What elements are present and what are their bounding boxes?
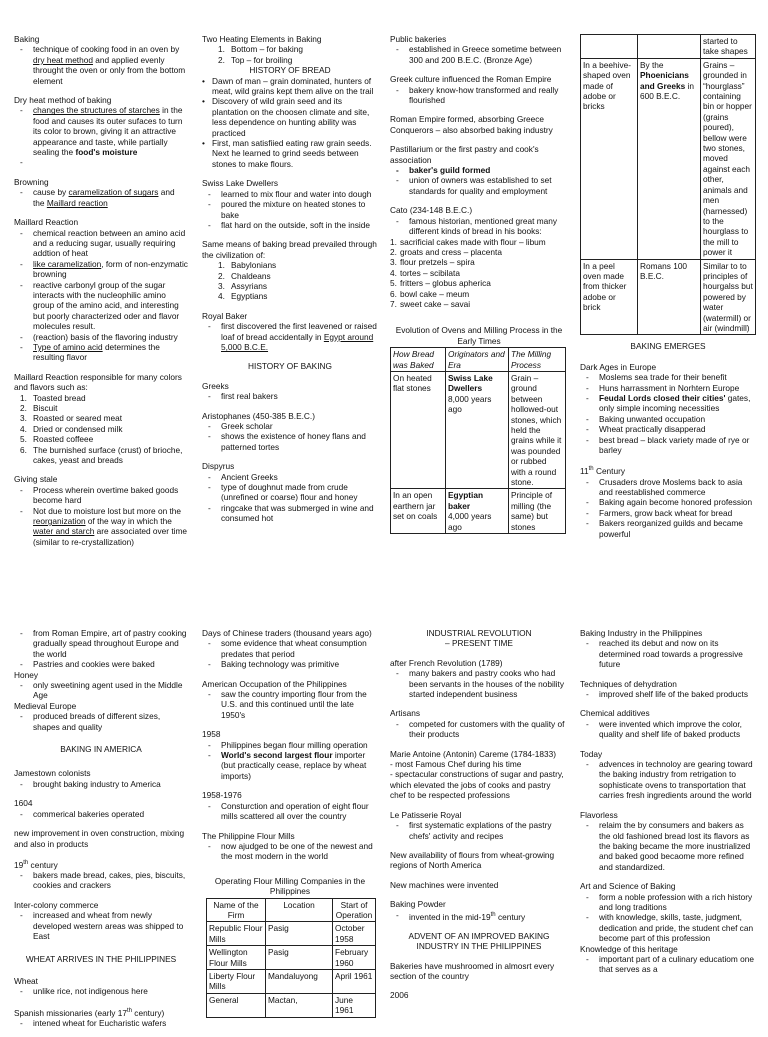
y1958-item: - Philippines began flour milling operation	[202, 740, 378, 750]
dry-heat-item: - changes the structures of starches in the food and causes its outer sufaces to turn its color to brown, giving it an attractive appearance and taste, while partially sealing the food's moisture	[14, 105, 188, 157]
patisserie-title: Le Patisserie Royal	[390, 809, 462, 820]
today-title: Today	[580, 748, 603, 759]
civilization-item: Assyrians	[231, 280, 267, 291]
cato-title: Cato (234-148 B.E.C.)	[390, 205, 473, 216]
y1958-title: 1958	[202, 729, 221, 740]
today-item: - advences in technoloy are gearing toward the baking industry from retrigation to sophisticate ovens to transportation that carries fresh ingredients around the world	[580, 759, 756, 801]
royal-section	[202, 311, 378, 353]
table-row	[207, 946, 376, 970]
greeks-item: - first real bakers	[202, 391, 378, 401]
cato-bread-item: groats and cress – placenta	[400, 246, 502, 257]
public-bakeries-item: - established in Greece sometime between 300 and 200 B.E.C. (Bronze Age)	[390, 44, 568, 65]
ovens-table-body	[391, 371, 566, 533]
milling-table-body	[207, 922, 376, 1017]
chinese-title: Days of Chinese traders (thousand years ago)	[202, 628, 372, 638]
maillard-responsible-item: The burnished surface (crust) of brioche, cakes, yeast and breads	[33, 444, 183, 466]
table-cell	[638, 35, 701, 59]
c19-title: 19th century	[14, 859, 58, 870]
careme-title: Marie Antoine (Antonin) Careme (1784-1833)	[390, 748, 557, 759]
dehydration-item: - improved shelf life of the baked products	[580, 689, 756, 699]
y1958-list	[202, 740, 378, 782]
table-cell: Mactan,	[266, 993, 333, 1017]
maillard-list	[14, 228, 188, 363]
royal-title: Royal Baker	[202, 310, 248, 321]
ovens-header: How Bread was Baked	[391, 348, 446, 372]
careme-section	[390, 749, 568, 801]
century11-item: - Farmers, grow back wheat for bread	[580, 508, 756, 518]
art-list	[580, 892, 756, 944]
greeks-title: Greeks	[202, 380, 229, 391]
dipsyrus-title: Dispyrus	[202, 461, 235, 472]
table-cell: Principle of milling (the same) but stones	[509, 489, 566, 534]
pastillarium-item: - baker's guild formed	[390, 165, 568, 175]
century11-section	[580, 464, 756, 539]
history-bread-section	[202, 65, 378, 169]
table-row	[207, 922, 376, 946]
aristophanes-item: - shows the existence of honey flans and patterned tortes	[202, 431, 378, 452]
flour-mills-item: - now ajudged to be one of the newest and the most modern in the world	[202, 841, 378, 862]
pastries-item: - Pastries and cookies were baked	[14, 659, 188, 669]
ovens-table-continued	[580, 34, 756, 335]
dark-ages-section	[580, 362, 756, 456]
patisserie-item: - first systematic explations of the pastry chefs' activity and recipes	[390, 820, 568, 841]
intercolony-title: Inter-colony commerce	[14, 899, 99, 910]
column-bottom-2	[202, 628, 378, 1018]
aristophanes-item: - Greek scholar	[202, 421, 378, 431]
milling-table-section	[202, 876, 378, 1018]
dipsyrus-list	[202, 472, 378, 524]
additives-item: - were invented which improve the color, quality and shelf life of baked products	[580, 719, 756, 740]
maillard-responsible-item: Dried or condensed milk	[33, 423, 123, 434]
column-top-4	[580, 34, 756, 548]
dipsyrus-section	[202, 461, 378, 523]
wheat-item: - unlike rice, not indigenous here	[14, 986, 188, 996]
maillard-responsible-title: Maillard Reaction responsible for many colors and flavors such as:	[14, 371, 182, 393]
art-item: - with knowledge, skills, taste, judgment, dedication and pride, the student chef can become part of this profession	[580, 912, 756, 943]
industrial-title-line2: – PRESENT TIME	[445, 638, 513, 649]
dipsyrus-item: - type of doughnut made from crude (unrefined or coarse) flour and honey	[202, 482, 378, 503]
century11-list	[580, 477, 756, 539]
medieval-title: Medieval Europe	[14, 700, 77, 711]
after-french-title: after French Revolution (1789)	[390, 657, 503, 668]
ovens-table	[390, 347, 566, 534]
swiss-title: Swiss Lake Dwellers	[202, 178, 279, 189]
dry-heat-section	[14, 95, 188, 168]
new-improvement-text: new improvement in oven construction, mixing and also in products	[14, 828, 185, 849]
advent-title: ADVENT OF AN IMPROVED BAKING INDUSTRY IN THE PHILIPPINES	[408, 930, 550, 952]
column-bottom-4	[580, 628, 756, 975]
maillard-item: - reactive carbonyl group of the sugar interacts with the nucleophilic amino group of the amino acid, and interesting but poorly characterized oder and flavor molecules result.	[14, 280, 188, 332]
swiss-item: - flat hard on the outside, soft in the inside	[202, 220, 378, 230]
public-bakeries-section	[390, 34, 568, 65]
maillard-responsible-item: Roasted or seared meat	[33, 413, 123, 424]
century11-item: - Crusaders drove Moslems back to asia and reestablished commerce	[580, 477, 756, 498]
table-row	[207, 993, 376, 1017]
aristophanes-list	[202, 421, 378, 452]
same-means-section	[202, 239, 378, 301]
patisserie-section	[390, 810, 568, 841]
y1958-1976-title: 1958-1976	[202, 790, 242, 801]
c19-section	[14, 858, 188, 891]
american-occ-title: American Occupation of the Philippines	[202, 678, 347, 689]
chinese-item: - Baking technology was primitive	[202, 659, 378, 669]
two-heat-list	[202, 44, 378, 65]
jamestown-section	[14, 768, 188, 789]
maillard-responsible-item: Toasted bread	[33, 392, 86, 403]
today-section	[580, 749, 756, 801]
intercolony-item: - increased and wheat from newly developed western areas was shipped to East	[14, 910, 188, 941]
maillard-title: Maillard Reaction	[14, 217, 79, 228]
powder-section	[390, 899, 568, 922]
industry-section	[580, 628, 756, 670]
civilization-item: Babylonians	[231, 260, 277, 271]
maillard-item: - Type of amino acid determines the resulting flavor	[14, 342, 188, 363]
chinese-section	[202, 628, 378, 670]
ovens-table-section	[390, 325, 568, 534]
dark-ages-item: - best bread – black variety made of rye or barley	[580, 435, 756, 456]
browning-term: Browning	[14, 176, 49, 187]
milling-header: Start of Operation	[333, 898, 376, 922]
maillard-responsible-item: Biscuit	[33, 403, 58, 413]
y1958-1976-section	[202, 790, 378, 821]
baking-term: Baking	[14, 34, 40, 44]
table-cell: On heated flat stones	[391, 371, 446, 488]
pastillarium-title: Pastillarium or the first pastry and cook's association	[390, 144, 539, 165]
greek-culture-item: - bakery know-how transformed and really flourished	[390, 85, 568, 106]
artisans-section	[390, 708, 568, 739]
milling-header: Location	[266, 898, 333, 922]
table-cell: By the Phoenicians and Greeks in 600 B.E.C.	[638, 58, 701, 259]
greeks-section	[202, 381, 378, 402]
public-bakeries-title: Public bakeries	[390, 34, 447, 44]
knowledge-item: - important part of a culinary educatiom one that serves as a	[580, 954, 756, 975]
table-cell: Romans 100 B.E.C.	[638, 259, 701, 335]
table-cell: General	[207, 993, 266, 1017]
table-cell: started to take shapes	[701, 35, 756, 59]
honey-section	[14, 670, 188, 701]
ovens-header: Originators and Era	[446, 348, 509, 372]
aristophanes-section	[202, 411, 378, 453]
history-bread-list	[202, 76, 378, 170]
column-top-1	[14, 34, 188, 556]
dark-ages-item: - Wheat practically disapperad	[580, 424, 756, 434]
after-french-item: - many bakers and pastry cooks who had been servants in the houses of the nobility started independent business	[390, 668, 568, 699]
table-cell: Republic Flour Mills	[207, 922, 266, 946]
stale-title: Giving stale	[14, 474, 58, 485]
y1604-item: - commerical bakeries operated	[14, 809, 188, 819]
artisans-title: Artisans	[390, 708, 420, 719]
american-occ-section	[202, 679, 378, 721]
table-cell: In an open earthern jar set on coals	[391, 489, 446, 534]
same-means-title: Same means of baking bread prevailed through the civilization of:	[202, 239, 377, 260]
c19-item: - bakers made bread, cakes, pies, biscuits, cookies and crackers	[14, 870, 188, 891]
flavorless-section	[580, 810, 756, 872]
dipsyrus-item: - Ancient Greeks	[202, 472, 378, 482]
dry-heat-title: Dry heat method of baking	[14, 95, 112, 106]
y1958-section	[202, 729, 378, 781]
powder-item: - invented in the mid-19th century	[390, 910, 568, 922]
y1604-title: 1604	[14, 798, 33, 809]
knowledge-section	[580, 944, 756, 975]
rome-item: - from Roman Empire, art of pastry cooking gradually spead throughout Europe and the world	[14, 628, 188, 659]
history-baking-title: HISTORY OF BAKING	[248, 361, 332, 372]
roman-empire-text: Roman Empire formed, absorbing Greece Conquerors – also absorbed baking industry	[390, 114, 553, 135]
table-cell: June 1961	[333, 993, 376, 1017]
table-cell: Grain – ground between hollowed-out stones, which held the grains while it was pounded or rubbed with a round stone.	[509, 371, 566, 488]
milling-table-caption: Operating Flour Milling Companies in the Philippines	[214, 875, 366, 897]
dark-ages-item: - Huns harrassment in Norhtern Europe	[580, 383, 756, 393]
table-row	[207, 969, 376, 993]
baking-section	[14, 34, 188, 86]
ovens-table-caption: Evolution of Ovens and Milling Process in the Early Times	[395, 325, 563, 346]
medieval-item: - produced breads of different sizes, shapes and quality	[14, 711, 188, 732]
dehydration-title: Techniques of dehydration	[580, 678, 677, 689]
industry-title: Baking Industry in the Philippines	[580, 628, 703, 638]
honey-item: - only sweetining agent used in the Middle Age	[14, 680, 188, 701]
table-row	[581, 58, 756, 259]
cato-bread-item: bowl cake – meum	[400, 288, 470, 299]
flavorless-item: - relaim the by consumers and bakers as the old fashioned bread lost its flavors as the baking became the more inustrialized and baked good becaome more refined and standardized.	[580, 820, 756, 872]
greek-culture-title: Greek culture influenced the Roman Empire	[390, 74, 552, 85]
baking-in-america-title: BAKING IN AMERICA	[60, 744, 142, 755]
table-cell: Liberty Flour Mills	[207, 969, 266, 993]
pastillarium-item: - union of owners was established to set standards for quality and employment	[390, 175, 568, 196]
new-availability-text: New availability of flours from wheat-growing regions of North America	[390, 849, 555, 871]
swiss-section	[202, 178, 378, 230]
careme-line: - spectacular constructions of sugar and pastry, which elevated the jobs of cooks and pastry chef to be respected professions	[390, 769, 564, 801]
two-heat-title: Two Heating Elements in Baking	[202, 34, 322, 44]
wheat-title: Wheat	[14, 975, 38, 986]
century11-title: 11th Century	[580, 466, 625, 477]
knowledge-title: Knowledge of this heritage	[580, 943, 678, 954]
table-cell: April 1961	[333, 969, 376, 993]
mushroomed-text: Bakeries have mushroomed in almosrt every section of the country	[390, 960, 555, 981]
flavorless-title: Flavorless	[580, 809, 618, 820]
swiss-item: - learned to mix flour and water into dough	[202, 189, 378, 199]
y1604-section	[14, 798, 188, 819]
maillard-item: - (reaction) basis of the flavoring industry	[14, 332, 188, 342]
art-section	[580, 881, 756, 943]
two-heat-item: Top – for broiling	[231, 54, 293, 65]
column-top-3	[390, 34, 568, 534]
history-bread-title: HISTORY OF BREAD	[249, 65, 331, 76]
maillard-responsible-list	[14, 393, 188, 466]
century11-item: - Bakers reorganized guilds and became powerful	[580, 518, 756, 539]
spanish-item: - intened wheat for Eucharistic wafers	[14, 1018, 188, 1028]
dry-heat-empty-item	[14, 157, 188, 167]
honey-title: Honey	[14, 669, 38, 680]
art-item: - form a noble profession with a rich history and long traditions	[580, 892, 756, 913]
cato-bread-item: flour pretzels – spira	[400, 257, 475, 268]
cato-bread-item: tortes – scibilata	[400, 267, 460, 278]
american-occ-item: - saw the country importing flour from the U.S. and this continued until the late 1950's	[202, 689, 378, 720]
milling-header: Name of the Firm	[207, 898, 266, 922]
cato-section	[390, 205, 568, 309]
industrial-title	[390, 628, 568, 649]
table-row	[581, 35, 756, 59]
civilization-item: Egyptians	[231, 291, 268, 302]
jamestown-title: Jamestown colonists	[14, 768, 91, 779]
table-cell: Wellington Flour Mills	[207, 946, 266, 970]
table-cell: Mandaluyong	[266, 969, 333, 993]
powder-title: Baking Powder	[390, 899, 446, 910]
stale-section	[14, 474, 188, 547]
swiss-item: - poured the mixture on heated stones to bake	[202, 199, 378, 220]
table-cell: Grains – grounded in “hourglass” containing bin or hopper (grains poured), bellow were two stones, moved against each other, animals and men (harnessed) to the hourglass to the mill to power it	[701, 58, 756, 259]
intercolony-section	[14, 900, 188, 942]
table-cell: October 1958	[333, 922, 376, 946]
cato-breads-list	[390, 237, 568, 310]
ovens-table-continued-body	[581, 35, 756, 335]
cato-bread-item: sacrificial cakes made with flour – libum	[400, 236, 546, 247]
dark-ages-title: Dark Ages in Europe	[580, 361, 657, 372]
maillard-item: - like caramelization, form of non-enzymatic browning	[14, 259, 188, 280]
table-cell	[581, 35, 638, 59]
flour-mills-section	[202, 831, 378, 862]
maillard-section	[14, 217, 188, 363]
table-row	[391, 489, 566, 534]
civilization-item: Chaldeans	[231, 270, 271, 281]
dehydration-section	[580, 679, 756, 700]
royal-item: - first discovered the first leavened or raised loaf of bread accidentally in Egypt around 5,000 B.C.E.	[202, 321, 378, 352]
ovens-header: The Milling Process	[509, 348, 566, 372]
maillard-item: - chemical reaction between an amino acid and a reducing sugar, usually requiring addtion of heat	[14, 228, 188, 259]
cato-bread-item: sweet cake – savai	[400, 298, 471, 309]
industrial-title-line1: INDUSTRIAL REVOLUTION	[426, 628, 532, 638]
dipsyrus-item: - ringcake that was submerged in wine and consumed hot	[202, 503, 378, 524]
art-title: Art and Science of Baking	[580, 881, 676, 892]
aristophanes-title: Aristophanes (450-385 B.E.C.)	[202, 410, 315, 421]
column-bottom-1	[14, 628, 188, 1037]
table-cell: Swiss Lake Dwellers 8,000 years ago	[446, 371, 509, 488]
y2006-title: 2006	[390, 990, 409, 1001]
spanish-title: Spanish missionaries (early 17th century)	[14, 1007, 165, 1018]
y1958-1976-item: - Consturction and operation of eight flour mills scattered all over the country	[202, 801, 378, 822]
history-bread-item: • Discovery of wild grain seed and its plantation on the choosen climate and site, less dependence on hunting ability was practiced	[202, 96, 378, 138]
history-bread-item: • Dawn of man – grain dominated, hunters of meat, wild grains kept them alive on the trail	[202, 76, 378, 97]
dark-ages-item: - Baking unwanted occupation	[580, 414, 756, 424]
table-cell: Pasig	[266, 946, 333, 970]
table-row	[391, 371, 566, 488]
two-heat-section	[202, 34, 378, 65]
medieval-section	[14, 701, 188, 732]
table-cell: In a beehive-shaped oven made of adobe or bricks	[581, 58, 638, 259]
y1958-item: - World's second largest flour importer (but practically cease, replace by wheat imports)	[202, 750, 378, 781]
browning-item: - cause by caramelization of sugars and the Maillard reaction	[14, 187, 188, 208]
pastillarium-section	[390, 144, 568, 196]
industry-item: - reached its debut and now on its determined road towards a progressive future	[580, 638, 756, 669]
maillard-responsible-item: Roasted coffeee	[33, 434, 94, 445]
additives-section	[580, 708, 756, 739]
artisans-item: - competed for customers with the quality of their products	[390, 719, 568, 740]
baking-definition: - technique of cooking food in an oven by dry heat method and applied evenly throught the oven or only from the bottom element	[14, 44, 188, 86]
greek-culture-section	[390, 74, 568, 105]
additives-title: Chemical additives	[580, 708, 650, 719]
dark-ages-item: - Feudal Lords closed their cities' gates, only simple incoming necessities	[580, 393, 756, 414]
swiss-list	[202, 189, 378, 231]
maillard-responsible-section	[14, 372, 188, 466]
wheat-arrives-title: WHEAT ARRIVES IN THE PHILIPPINES	[25, 953, 177, 964]
jamestown-item: - brought baking industry to America	[14, 779, 188, 789]
cato-bread-item: fritters – globus apherica	[400, 278, 491, 289]
table-cell: Pasig	[266, 922, 333, 946]
table-cell: Egyptian baker 4,000 years ago	[446, 489, 509, 534]
spanish-section	[14, 1006, 188, 1029]
new-machines-text: New machines were invented	[390, 879, 499, 890]
stale-item: - Not due to moisture lost but more on the reorganization of the way in which the water and starch are associated over time (similar to re-crystallization)	[14, 506, 188, 548]
table-cell: February 1960	[333, 946, 376, 970]
table-cell: In a peel oven made from thicker adobe or brick	[581, 259, 638, 335]
table-row	[581, 259, 756, 335]
century11-item: - Baking again become honored profession	[580, 497, 756, 507]
cato-item: - famous historian, mentioned great many different kinds of bread in his books:	[390, 216, 568, 237]
chinese-item: - some evidence that wheat consumption predates that period	[202, 638, 378, 659]
stale-item: - Process wherein overtime baked goods become hard	[14, 485, 188, 506]
history-bread-item: • First, man satisfiied eating raw grain seeds. Next he learned to grind seeds between stones to make flours.	[202, 138, 378, 169]
flour-mills-title: The Philippine Flour Mills	[202, 830, 295, 841]
browning-section	[14, 177, 188, 208]
careme-line: - most Famous Chef during his time	[390, 759, 522, 770]
table-cell: Similar to to principles of hourgalss but powered by water (watermill) or air (windmill)	[701, 259, 756, 335]
civilizations-list	[202, 260, 378, 302]
baking-emerges-title: BAKING EMERGES	[630, 341, 706, 352]
chinese-list	[202, 638, 378, 669]
column-bottom-3	[390, 628, 568, 1010]
after-french-section	[390, 658, 568, 700]
milling-table	[206, 898, 376, 1018]
two-heat-item: Bottom – for baking	[231, 44, 303, 55]
dark-ages-list	[580, 372, 756, 455]
wheat-section	[14, 976, 188, 997]
dark-ages-item: - Moslems sea trade for their benefit	[580, 372, 756, 382]
column-top-2	[202, 34, 378, 533]
